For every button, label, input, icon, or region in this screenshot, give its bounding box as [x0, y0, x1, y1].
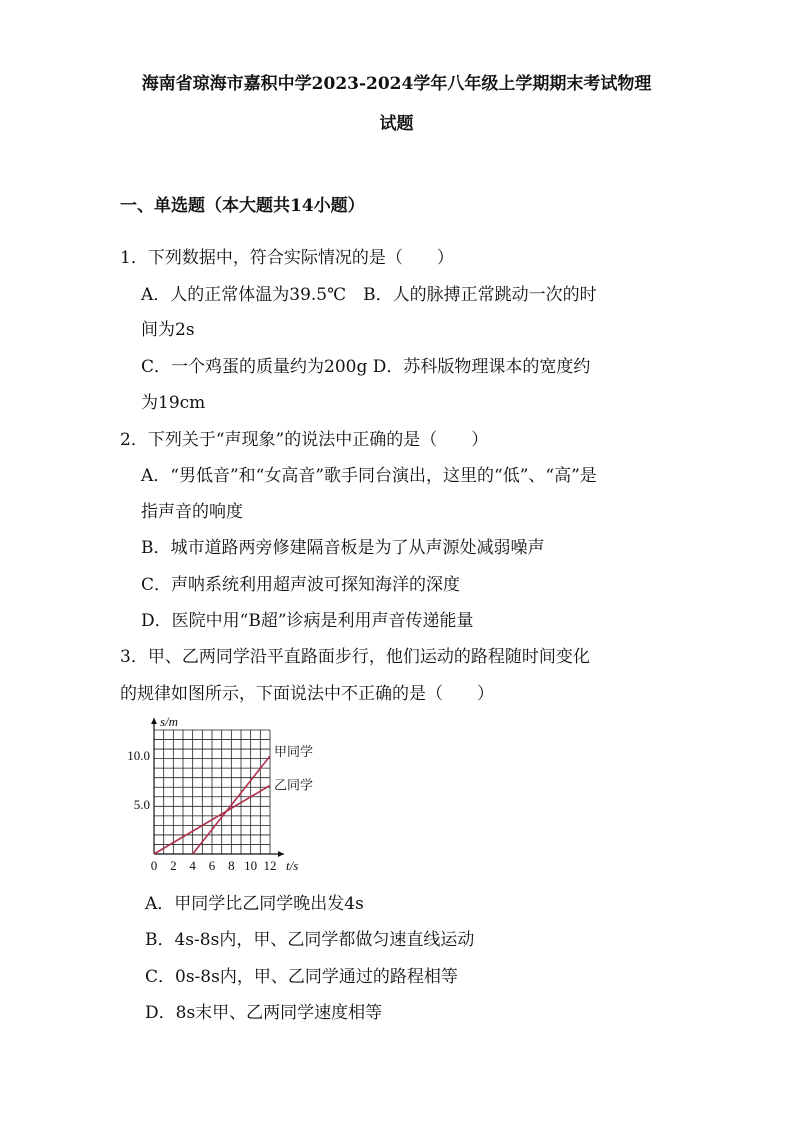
q2-stem: 2．下列关于“声现象”的说法中正确的是（ ）	[120, 430, 489, 450]
title-line-2: 试题	[379, 114, 414, 134]
x-tick-label: 6	[208, 858, 216, 873]
q3-option-a: A．甲同学比乙同学晚出发4s	[145, 894, 364, 914]
x-axis-arrow	[278, 851, 284, 857]
y-axis-label: s/m	[160, 714, 179, 729]
q2-option-line-3: B．城市道路两旁修建隔音板是为了从声源处减弱噪声	[141, 538, 545, 558]
legend-label-2: 乙同学	[274, 778, 314, 794]
q2-option-line-1: A．“男低音”和“女高音”歌手同台演出，这里的“低”、“高”是	[141, 466, 597, 486]
q1-option-line-2: 间为2s	[141, 320, 195, 340]
q2-option-line-5: D．医院中用“B超”诊病是利用声音传递能量	[141, 611, 474, 631]
q2-option-line-2: 指声音的响度	[141, 502, 243, 522]
q3-option-b: B．4s-8s内，甲、乙同学都做匀速直线运动	[145, 930, 475, 950]
section-heading: 一、单选题（本大题共14小题）	[120, 196, 365, 216]
q3-stem-line-2: 的规律如图所示，下面说法中不正确的是（ ）	[120, 684, 494, 704]
x-tick-label: 8	[228, 858, 235, 873]
y-tick-label: 10.0	[127, 748, 150, 764]
q1-option-line-1: A．人的正常体温为39.5℃ B．人的脉搏正常跳动一次的时	[141, 285, 597, 305]
title-line-1: 海南省琼海市嘉积中学2023-2024学年八年级上学期期末考试物理	[141, 74, 652, 94]
q3-stem-line-1: 3．甲、乙两同学沿平直路面步行，他们运动的路程随时间变化	[120, 647, 590, 667]
q3-option-d: D．8s末甲、乙两同学速度相等	[145, 1003, 383, 1023]
q1-option-line-4: 为19cm	[141, 393, 206, 413]
q1-option-line-3: C．一个鸡蛋的质量约为200g D．苏科版物理课本的宽度约	[141, 357, 591, 377]
page-title	[100, 64, 693, 144]
y-tick-label: 5.0	[133, 797, 150, 813]
y-axis-arrow	[151, 718, 157, 724]
graph-labels	[127, 714, 313, 873]
x-axis-label: t/s	[286, 858, 299, 873]
st-graph	[112, 714, 352, 879]
graph-grid	[154, 730, 270, 854]
legend-label-1: 甲同学	[274, 745, 314, 761]
q2-option-line-4: C．声呐系统利用超声波可探知海洋的深度	[141, 575, 461, 595]
q3-option-c: C．0s-8s内，甲、乙同学通过的路程相等	[145, 967, 458, 987]
x-tick-label: 0	[150, 858, 158, 873]
x-tick-label: 2	[170, 858, 177, 873]
q1-stem: 1．下列数据中，符合实际情况的是（ ）	[120, 248, 454, 268]
x-tick-label: 4	[189, 858, 196, 873]
x-tick-label: 10	[244, 858, 258, 873]
x-tick-label: 12	[263, 858, 277, 873]
